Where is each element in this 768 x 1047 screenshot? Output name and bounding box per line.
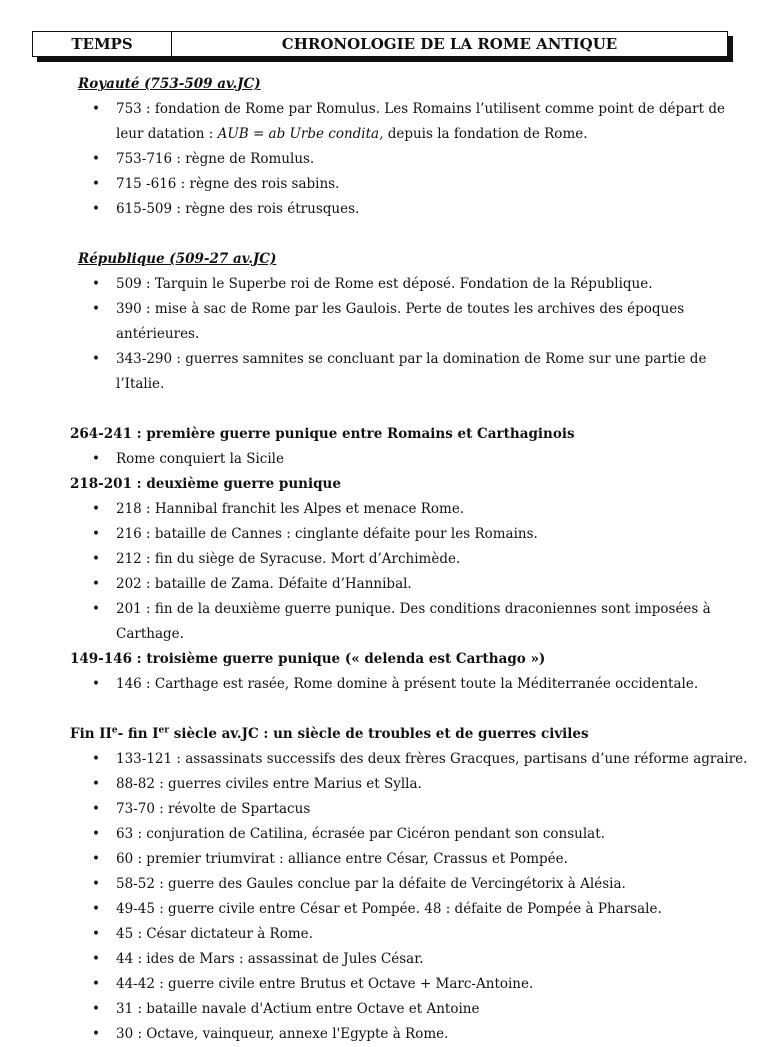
list-item: • 715 -616 : règne des rois sabins. — [70, 172, 750, 197]
list-item: • 60 : premier triumvirat : alliance entre César, Crassus et Pompée. — [70, 847, 750, 872]
list-item: • 390 : mise à sac de Rome par les Gaulois. Perte de toutes les archives des époques antérieures. — [70, 297, 750, 347]
header-box — [32, 31, 728, 57]
item-text: depuis la fondation de Rome. — [383, 126, 588, 142]
section-punique2-title: 218-201 : deuxième guerre punique — [70, 476, 341, 492]
item-text: 753 : fondation de Rome par Romulus. Les Romains l’utilisent comme point de départ de leur datation : — [116, 101, 725, 142]
republique-list — [70, 272, 750, 397]
list-item: • 509 : Tarquin le Superbe roi de Rome est déposé. Fondation de la République. — [70, 272, 750, 297]
list-item: • 31 : bataille navale d'Actium entre Octave et Antoine — [70, 997, 750, 1022]
list-item: • 753-716 : règne de Romulus. — [70, 147, 750, 172]
section-punique1-title: 264-241 : première guerre punique entre Romains et Carthaginois — [70, 426, 575, 442]
list-item: • 615-509 : règne des rois étrusques. — [70, 197, 750, 222]
list-item: • Rome conquiert la Sicile — [70, 447, 750, 472]
list-item: • 73-70 : révolte de Spartacus — [70, 797, 750, 822]
list-item: • 218 : Hannibal franchit les Alpes et menace Rome. — [70, 497, 750, 522]
list-item: • 45 : César dictateur à Rome. — [70, 922, 750, 947]
list-item: • 63 : conjuration de Catilina, écrasée par Cicéron pendant son consulat. — [70, 822, 750, 847]
title-sup: er — [158, 725, 170, 736]
list-item: • 212 : fin du siège de Syracuse. Mort d’Archimède. — [70, 547, 750, 572]
spacer — [70, 222, 750, 247]
list-item: • 49-45 : guerre civile entre César et Pompée. 48 : défaite de Pompée à Pharsale. — [70, 897, 750, 922]
item-italic: AUB = ab Urbe condita, — [217, 126, 384, 142]
list-item: • 343-290 : guerres samnites se concluant par la domination de Rome sur une partie de l’Italie. — [70, 347, 750, 397]
header — [32, 31, 728, 57]
header-left-cell: TEMPS — [33, 32, 172, 56]
section-royaute-title: Royauté (753-509 av.JC) — [78, 76, 261, 92]
document-body — [70, 72, 750, 1047]
punique1-list — [70, 447, 750, 472]
title-sup: e — [111, 725, 118, 736]
list-item: • 202 : bataille de Zama. Défaite d’Hannibal. — [70, 572, 750, 597]
list-item: • 88-82 : guerres civiles entre Marius et Sylla. — [70, 772, 750, 797]
section-civiles-title — [70, 722, 750, 747]
list-item: • 133-121 : assassinats successifs des deux frères Gracques, partisans d’une réforme agraire. — [70, 747, 750, 772]
title-part: Fin II — [70, 726, 112, 742]
civiles-list — [70, 747, 750, 1047]
title-part: - fin I — [117, 726, 159, 742]
list-item: • 44-42 : guerre civile entre Brutus et Octave + Marc-Antoine. — [70, 972, 750, 997]
punique3-list — [70, 672, 750, 697]
list-item: • 201 : fin de la deuxième guerre punique. Des conditions draconiennes sont imposées à Carthage. — [70, 597, 750, 647]
list-item: • 44 : ides de Mars : assassinat de Jules César. — [70, 947, 750, 972]
section-punique3-title: 149-146 : troisième guerre punique (« delenda est Carthago ») — [70, 651, 546, 667]
spacer — [70, 397, 750, 422]
spacer — [70, 697, 750, 722]
list-item: • 216 : bataille de Cannes : cinglante défaite pour les Romains. — [70, 522, 750, 547]
punique2-list — [70, 497, 750, 647]
list-item: • 58-52 : guerre des Gaules conclue par la défaite de Vercingétorix à Alésia. — [70, 872, 750, 897]
list-item: • 146 : Carthage est rasée, Rome domine à présent toute la Méditerranée occidentale. — [70, 672, 750, 697]
royaute-list — [70, 97, 750, 222]
list-item — [70, 97, 750, 147]
section-republique-title: République (509-27 av.JC) — [78, 251, 277, 267]
list-item: • 30 : Octave, vainqueur, annexe l'Egypte à Rome. — [70, 1022, 750, 1047]
header-title: CHRONOLOGIE DE LA ROME ANTIQUE — [281, 35, 618, 53]
title-part: siècle av.JC : un siècle de troubles et de guerres civiles — [169, 726, 589, 742]
